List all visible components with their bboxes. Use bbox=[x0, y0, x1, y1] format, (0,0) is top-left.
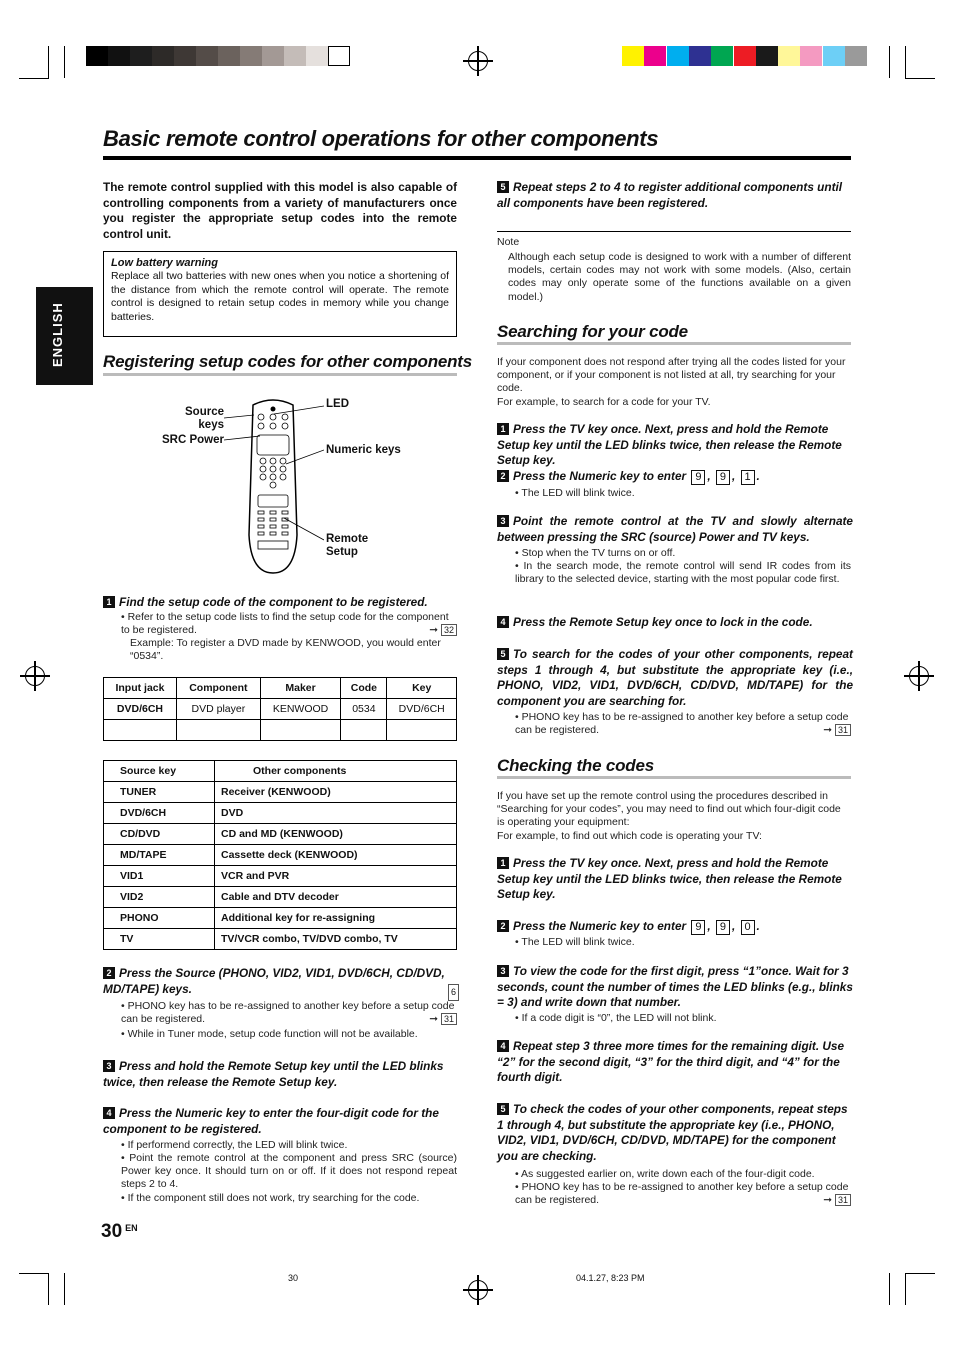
gray-swatch bbox=[218, 46, 240, 66]
register-step-1-bullet: • Refer to the setup code lists to find the setup code for the component to be registered. ➞ 32 bbox=[121, 611, 457, 637]
language-label: ENGLISH bbox=[50, 302, 65, 367]
numeric-key: 1 bbox=[741, 470, 755, 485]
check-step-4: 4 Repeat step 3 three more times for the remaining digit. Use “2” for the second digit, “3” for the third digit, and “4” for the fourth digit. bbox=[497, 1039, 845, 1084]
registration-target-icon bbox=[25, 666, 45, 686]
table-cell: DVD player bbox=[176, 699, 260, 720]
crop-mark bbox=[889, 46, 890, 78]
table-cell: TUNER bbox=[104, 782, 215, 803]
label-remote-setup: Remote Setup bbox=[326, 533, 369, 558]
search-step-2: 2 Press the Numeric key to enter 9 , 9 , 1 . bbox=[497, 469, 853, 485]
color-swatch bbox=[644, 46, 666, 66]
table-header: Other components bbox=[215, 761, 457, 782]
crop-mark bbox=[48, 46, 49, 78]
crop-mark bbox=[905, 78, 935, 79]
heading-rule bbox=[497, 342, 851, 345]
table-cell bbox=[341, 720, 387, 741]
section-heading-register: Registering setup codes for other components bbox=[103, 352, 473, 371]
table-header: Key bbox=[387, 678, 457, 699]
heading-rule bbox=[103, 373, 457, 376]
table-cell: VID1 bbox=[104, 866, 215, 887]
register-example-table bbox=[103, 677, 457, 741]
intro-text: The remote control supplied with this model is also capable of controlling components from a variety of manufacturers once you register the appropriate setup codes into the remote control unit. bbox=[103, 180, 457, 241]
crop-mark bbox=[64, 1273, 65, 1305]
search-example: For example, to search for a code for your TV. bbox=[497, 396, 711, 408]
warning-title: Low battery warning bbox=[111, 257, 218, 269]
register-step-4-bullet: • If performend correctly, the LED will blink twice. bbox=[121, 1139, 348, 1151]
crop-mark bbox=[19, 78, 49, 79]
gray-swatch bbox=[174, 46, 196, 66]
gray-swatch bbox=[196, 46, 218, 66]
table-cell: TV/VCR combo, TV/DVD combo, TV bbox=[215, 929, 457, 950]
crop-mark bbox=[889, 1273, 890, 1305]
check-step-3: 3 To view the code for the first digit, press “1”once. Wait for 3 seconds, count the number of times the LED blinks (e.g., blinks = 3) and write down that number. bbox=[497, 964, 853, 1009]
label-led: LED bbox=[326, 398, 349, 410]
warning-text: Replace all two batteries with new ones when you notice a shortening of the distance from which the remote control will operate. The remote control is designed to retain setup codes in memory while you change batteries. bbox=[111, 270, 449, 323]
gray-swatch bbox=[130, 46, 152, 66]
numeric-key: 0 bbox=[741, 920, 755, 935]
check-step-5-bullet: • As suggested earlier on, write down each of the four-digit code. bbox=[515, 1168, 815, 1180]
registration-target-icon bbox=[909, 666, 929, 686]
table-cell: Additional key for re-assigning bbox=[215, 908, 457, 929]
battery-warning-box bbox=[103, 251, 457, 337]
table-cell bbox=[104, 720, 177, 741]
check-step-2-bullet: • The LED will blink twice. bbox=[515, 936, 635, 948]
label-source-keys: Source keys bbox=[185, 406, 224, 431]
table-cell: DVD/6CH bbox=[104, 699, 177, 720]
register-step-1: 1 Find the setup code of the component to be registered. bbox=[103, 595, 463, 611]
register-step-4: 4 Press the Numeric key to enter the four-digit code for the component to be registered. bbox=[103, 1106, 439, 1136]
table-cell: DVD/6CH bbox=[387, 699, 457, 720]
check-example: For example, to find out which code is operating your TV: bbox=[497, 830, 762, 842]
table-cell: TV bbox=[104, 929, 215, 950]
label-src-power: SRC Power bbox=[162, 434, 224, 446]
search-step-5: 5 To search for the codes of your other components, repeat steps 1 through 4, but substitute the appropriate key (i.e., PHONO, VID2, VID1, DVD/6CH, CD/DVD, MD/TAPE) for the component you are searching for. bbox=[497, 647, 853, 708]
table-cell: Cassette deck (KENWOOD) bbox=[215, 845, 457, 866]
register-step-4-bullet: • If the component still does not work, try searching for the code. bbox=[121, 1192, 420, 1204]
crop-mark bbox=[905, 1273, 935, 1274]
section-heading-check: Checking the codes bbox=[497, 756, 654, 775]
check-step-2: 2 Press the Numeric key to enter 9 , 9 , 0 . bbox=[497, 919, 853, 935]
check-step-3-bullet: • If a code digit is “0”, the LED will not blink. bbox=[515, 1012, 717, 1024]
slug-page: 30 bbox=[288, 1273, 299, 1283]
color-swatch bbox=[778, 46, 800, 66]
table-cell: DVD bbox=[215, 803, 457, 824]
table-cell: PHONO bbox=[104, 908, 215, 929]
table-cell: MD/TAPE bbox=[104, 845, 215, 866]
table-cell: 0534 bbox=[341, 699, 387, 720]
crop-mark bbox=[19, 1273, 49, 1274]
check-step-5: 5 To check the codes of your other components, repeat steps 1 through 4, but substitute the appropriate key (i.e., PHONO, VID2, VID1, DVD/6CH, CD/DVD, MD/TAPE) for the component you are checking. bbox=[497, 1102, 848, 1163]
color-swatch bbox=[845, 46, 867, 66]
registration-target-icon bbox=[468, 1280, 488, 1300]
crop-mark bbox=[905, 46, 906, 78]
slug-timestamp: 04.1.27, 8:23 PM bbox=[576, 1273, 645, 1283]
register-step-1-example: Example: To register a DVD made by KENWOOD, you would enter “0534”. bbox=[130, 637, 441, 663]
search-step-2-bullet: • The LED will blink twice. bbox=[515, 487, 635, 499]
table-cell: VID2 bbox=[104, 887, 215, 908]
page-number: 30 $^{EN}$ bbox=[101, 1221, 138, 1242]
table-cell bbox=[387, 720, 457, 741]
callout-lines bbox=[224, 400, 324, 560]
table-header: Input jack bbox=[104, 678, 177, 699]
register-step-2-bullet: • PHONO key has to be re-assigned to another key before a setup code can be registered. ➞ 31 bbox=[121, 1000, 457, 1026]
crop-mark bbox=[905, 1273, 906, 1305]
check-intro: If you have set up the remote control using the procedures described in “Searching for your codes”, you may need to find out which four-digit code is operating your equipment: bbox=[497, 790, 841, 829]
table-cell: KENWOOD bbox=[260, 699, 340, 720]
search-intro: If your component does not respond after trying all the codes listed for your component, or if your component is not listed at all, try searching for your code. bbox=[497, 356, 846, 395]
page-title: Basic remote control operations for other components bbox=[103, 126, 659, 151]
search-step-3: 3 Point the remote control at the TV and slowly alternate between pressing the SRC (source) Power and TV keys. bbox=[497, 514, 853, 544]
table-cell bbox=[260, 720, 340, 741]
color-swatch bbox=[823, 46, 845, 66]
search-step-3-bullet: • In the search mode, the remote control will send IR codes from its library to the selected device, starting with the most popular code first. bbox=[515, 560, 852, 586]
color-swatch bbox=[800, 46, 822, 66]
search-step-3-bullet: • Stop when the TV turns on or off. bbox=[515, 547, 676, 559]
gray-swatch bbox=[328, 46, 350, 66]
crop-mark bbox=[64, 46, 65, 78]
gray-swatch bbox=[306, 46, 328, 66]
table-header: Source key bbox=[104, 761, 215, 782]
gray-swatch bbox=[240, 46, 262, 66]
gray-swatch bbox=[262, 46, 284, 66]
color-swatch bbox=[622, 46, 644, 66]
table-cell: VCR and PVR bbox=[215, 866, 457, 887]
color-swatch bbox=[667, 46, 689, 66]
color-swatch bbox=[689, 46, 711, 66]
label-numeric-keys: Numeric keys bbox=[326, 444, 401, 456]
search-step-5-bullet: • PHONO key has to be re-assigned to another key before a setup code can be registered. ➞ 31 bbox=[515, 711, 851, 737]
check-step-1: 1 Press the TV key once. Next, press and hold the Remote Setup key until the LED blinks twice, then release the Remote Setup key. bbox=[497, 856, 842, 901]
numeric-key: 9 bbox=[691, 920, 705, 935]
section-heading-search: Searching for your code bbox=[497, 322, 688, 341]
heading-rule bbox=[497, 776, 851, 779]
registration-target-icon bbox=[468, 51, 488, 71]
numeric-key: 9 bbox=[716, 470, 730, 485]
register-step-3: 3 Press and hold the Remote Setup key until the LED blinks twice, then release the Remote Setup key. bbox=[103, 1059, 444, 1089]
color-swatch bbox=[734, 46, 756, 66]
register-step-4-bullet: • Point the remote control at the component and press SRC (source) Power key once. It should turn on or off. If it does not respond repeat steps 2 to 4. bbox=[121, 1152, 458, 1191]
table-header: Code bbox=[341, 678, 387, 699]
color-swatch bbox=[711, 46, 733, 66]
note-label: Note bbox=[497, 236, 520, 248]
source-key-table bbox=[103, 760, 457, 950]
crop-mark bbox=[48, 1273, 49, 1305]
check-step-5-bullet: • PHONO key has to be re-assigned to another key before a setup code can be registered. ➞ 31 bbox=[515, 1181, 851, 1207]
table-cell: DVD/6CH bbox=[104, 803, 215, 824]
table-header: Component bbox=[176, 678, 260, 699]
table-cell: Cable and DTV decoder bbox=[215, 887, 457, 908]
gray-swatch bbox=[284, 46, 306, 66]
gray-swatch bbox=[152, 46, 174, 66]
register-step-5: 5 Repeat steps 2 to 4 to register additional components until all components have been registered. bbox=[497, 180, 843, 210]
note-rule bbox=[497, 231, 851, 232]
search-step-4: 4 Press the Remote Setup key once to lock in the code. bbox=[497, 615, 853, 631]
gray-swatch bbox=[86, 46, 108, 66]
table-cell bbox=[176, 720, 260, 741]
numeric-key: 9 bbox=[716, 920, 730, 935]
table-cell: CD/DVD bbox=[104, 824, 215, 845]
title-rule bbox=[103, 156, 851, 160]
color-swatch bbox=[756, 46, 778, 66]
language-tab bbox=[36, 287, 93, 385]
register-step-2: 2 Press the Source (PHONO, VID2, VID1, DVD/6CH, CD/DVD, MD/TAPE) keys. 6 bbox=[103, 966, 459, 1001]
numeric-key: 9 bbox=[691, 470, 705, 485]
table-cell: Receiver (KENWOOD) bbox=[215, 782, 457, 803]
register-step-2-bullet: • While in Tuner mode, setup code function will not be available. bbox=[121, 1028, 418, 1040]
gray-swatch bbox=[108, 46, 130, 66]
table-header: Maker bbox=[260, 678, 340, 699]
note-text: Although each setup code is designed to work with a number of different models, certain codes may not work with some models. (Also, certain codes may only operate some of the functions available on a given model.) bbox=[508, 251, 851, 303]
search-step-1: 1 Press the TV key once. Next, press and hold the Remote Setup key until the LED blinks twice, then release the Remote Setup key. bbox=[497, 422, 842, 467]
table-cell: CD and MD (KENWOOD) bbox=[215, 824, 457, 845]
